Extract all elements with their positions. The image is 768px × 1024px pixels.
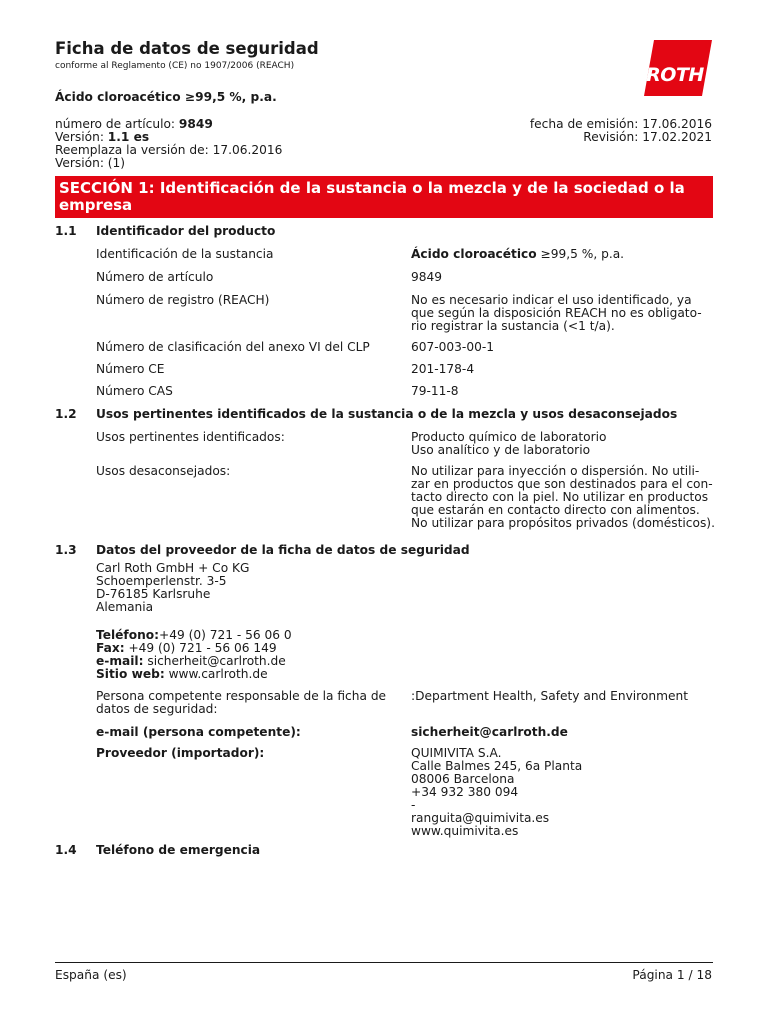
field-value: :Department Health, Safety and Environment bbox=[411, 689, 688, 703]
field-value: No es necesario indicar el uso identificado, ya que según la disposición REACH no es obligato- rio registrar la sustancia (<1 t/a). bbox=[411, 293, 702, 333]
subsection-title: Datos del proveedor de la ficha de datos de seguridad bbox=[96, 543, 470, 557]
field-value: No utilizar para inyección o dispersión. No utili- zar en productos que son destinados para el con- tacto directo con la piel. No utilizar en productos que estarán en contacto directo con alimentos. No utilizar para propósitos privados (domésticos). bbox=[411, 464, 715, 530]
document-dates bbox=[530, 118, 712, 144]
field-value: 201-178-4 bbox=[411, 362, 475, 376]
document-title: Ficha de datos de seguridad bbox=[55, 39, 319, 58]
regulation-subtitle: conforme al Reglamento (CE) no 1907/2006 (REACH) bbox=[55, 61, 295, 71]
document-meta bbox=[55, 118, 282, 170]
version-number: 1.1 es bbox=[107, 130, 150, 144]
field-label: Número de clasificación del anexo VI del CLP bbox=[96, 340, 370, 354]
field-value: 79-11-8 bbox=[411, 384, 459, 398]
article-number-line: número de artículo: 9849 bbox=[55, 117, 213, 131]
section-1-header: SECCIÓN 1: Identificación de la sustancia o la mezcla y de la sociedad o la empresa bbox=[55, 176, 713, 218]
subsection-title: Identificador del producto bbox=[96, 224, 276, 238]
field-value: sicherheit@carlroth.de bbox=[411, 725, 568, 739]
field-label: e-mail (persona competente): bbox=[96, 725, 301, 739]
field-label: Número CAS bbox=[96, 384, 173, 398]
website-line: Sitio web: www.carlroth.de bbox=[96, 667, 268, 681]
roth-logo bbox=[642, 40, 712, 96]
field-label: Identificación de la sustancia bbox=[96, 247, 274, 261]
field-value: 607-003-00-1 bbox=[411, 340, 494, 354]
subsection-number: 1.1 bbox=[55, 224, 77, 238]
footer-divider bbox=[55, 962, 713, 963]
email-line: e-mail: sicherheit@carlroth.de bbox=[96, 654, 286, 668]
subsection-number: 1.3 bbox=[55, 543, 77, 557]
footer-country: España (es) bbox=[55, 968, 127, 982]
field-value: Ácido cloroacético ≥99,5 %, p.a. bbox=[411, 247, 625, 261]
field-label: Número de artículo bbox=[96, 270, 214, 284]
phone-line: Teléfono:+49 (0) 721 - 56 06 0 bbox=[96, 628, 292, 642]
issue-date: fecha de emisión: 17.06.2016 bbox=[529, 117, 712, 131]
field-label: Usos desaconsejados: bbox=[96, 464, 231, 478]
subsection-number: 1.2 bbox=[55, 407, 77, 421]
version-line: Versión: 1.1 es bbox=[55, 130, 150, 144]
field-label: Proveedor (importador): bbox=[96, 746, 265, 760]
page-number: Página 1 / 18 bbox=[632, 968, 712, 982]
field-label: Número CE bbox=[96, 362, 165, 376]
revision-date: Revisión: 17.02.2021 bbox=[583, 130, 712, 144]
replaces-line: Reemplaza la versión de: 17.06.2016 bbox=[55, 143, 283, 157]
article-number: 9849 bbox=[178, 117, 213, 131]
field-value: 9849 bbox=[411, 270, 443, 284]
subsection-number: 1.4 bbox=[55, 843, 77, 857]
subsection-title: Usos pertinentes identificados de la sustancia o de la mezcla y usos desaconsejados bbox=[96, 407, 678, 421]
field-value: Producto químico de laboratorio Uso analítico y de laboratorio bbox=[411, 430, 607, 457]
field-label: Número de registro (REACH) bbox=[96, 293, 270, 307]
logo-text: ROTH bbox=[646, 64, 704, 86]
contact-block bbox=[96, 629, 396, 681]
product-name: Ácido cloroacético ≥99,5 %, p.a. bbox=[55, 90, 277, 104]
version-paren-line: Versión: (1) bbox=[55, 156, 126, 170]
fax-line: Fax: +49 (0) 721 - 56 06 149 bbox=[96, 641, 277, 655]
field-label: Usos pertinentes identificados: bbox=[96, 430, 285, 444]
supplier-address: Carl Roth GmbH + Co KG Schoemperlenstr. 3-5 D-76185 Karlsruhe Alemania bbox=[96, 561, 250, 614]
subsection-title: Teléfono de emergencia bbox=[96, 843, 261, 857]
field-label: Persona competente responsable de la ficha de datos de seguridad: bbox=[96, 689, 387, 716]
supplier-details: QUIMIVITA S.A. Calle Balmes 245, 6a Planta 08006 Barcelona +34 932 380 094 - ranguita@quimivita.es www.quimivita.es bbox=[411, 746, 583, 838]
